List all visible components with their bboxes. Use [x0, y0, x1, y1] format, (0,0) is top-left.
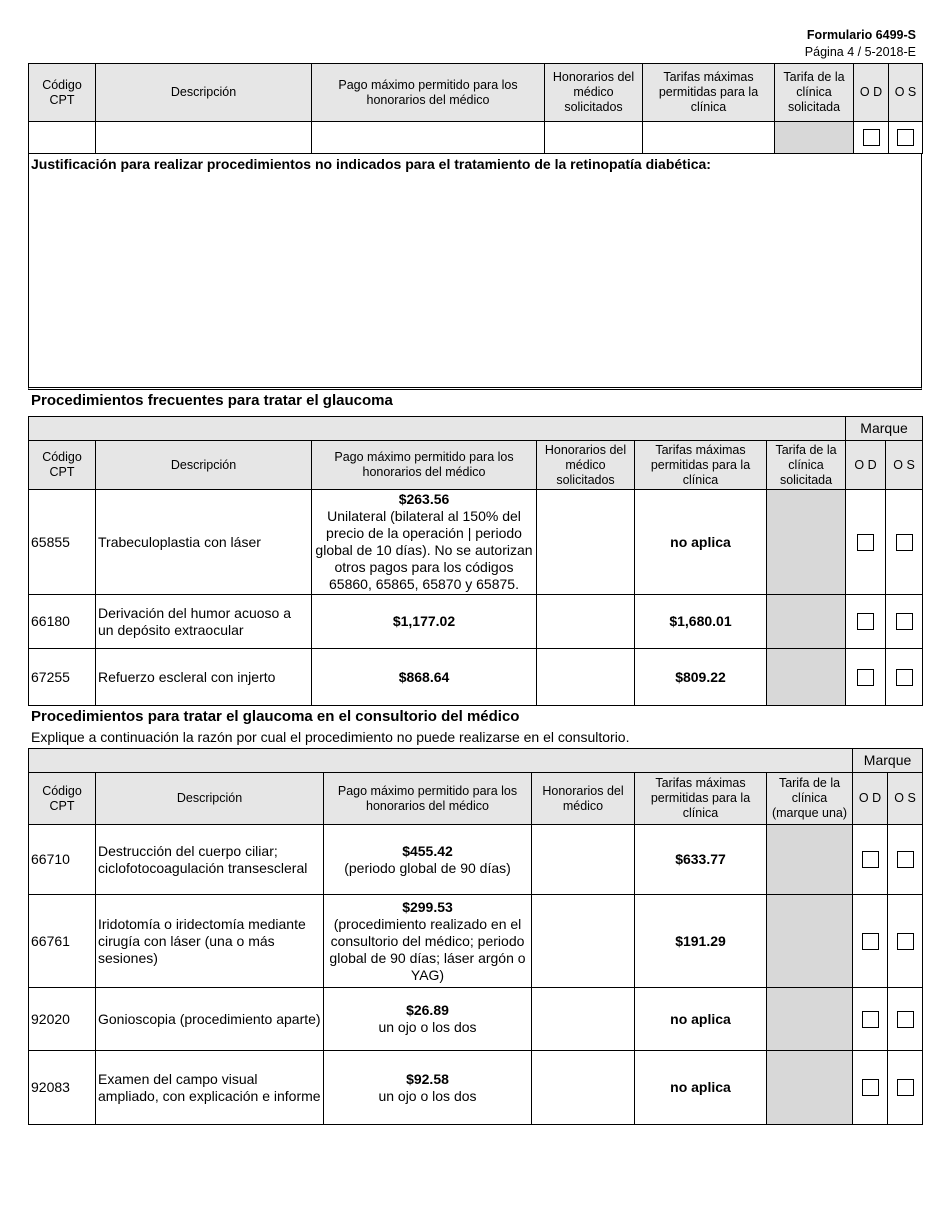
- frequent-glaucoma-title: Procedimientos frecuentes para tratar el glaucoma: [31, 392, 393, 409]
- justification-box[interactable]: [28, 153, 922, 390]
- max-fee-cell: [324, 988, 532, 1051]
- physician-fee-cell[interactable]: [532, 1051, 635, 1125]
- fee-amount: $299.53: [402, 898, 453, 915]
- cpt-code: 66710: [29, 825, 96, 895]
- max-fee-cell: [324, 825, 532, 895]
- os-cell: [889, 122, 923, 154]
- clinic-max-fee: no aplica: [635, 490, 767, 595]
- col-header-cpt: Código CPT: [29, 441, 96, 490]
- office-glaucoma-note: Explique a continuación la razón por cual el procedimiento no puede realizarse en el consultorio.: [31, 729, 630, 745]
- clinic-fee-cell: [767, 825, 853, 895]
- os-cell: [886, 490, 923, 595]
- table-row: [29, 490, 923, 595]
- col-header-od: O D: [854, 64, 889, 122]
- office-glaucoma-table: [28, 748, 923, 1125]
- max-fee-cell: [324, 1051, 532, 1125]
- od-checkbox[interactable]: [857, 669, 874, 686]
- form-number: Formulario 6499-S: [806, 28, 916, 42]
- col-header-od: O D: [846, 441, 886, 490]
- col-header-clinic-max: Tarifas máximas permitidas para la clínica: [635, 773, 767, 825]
- col-header-os: O S: [886, 441, 923, 490]
- cpt-code: 66761: [29, 895, 96, 988]
- od-checkbox[interactable]: [863, 129, 880, 146]
- od-checkbox[interactable]: [862, 851, 879, 868]
- frequent-glaucoma-table: [28, 416, 923, 706]
- os-cell: [888, 895, 923, 988]
- procedure-description: Gonioscopia (procedimiento aparte): [96, 988, 324, 1051]
- col-header-od: O D: [853, 773, 888, 825]
- clinic-max-fee: $809.22: [635, 649, 767, 706]
- fee-note: (periodo global de 90 días): [344, 859, 511, 876]
- max-fee-input-cell[interactable]: [312, 122, 545, 154]
- justification-label: Justificación para realizar procedimientos no indicados para el tratamiento de la retinopatía diabética:: [31, 156, 711, 172]
- marque-spacer: [29, 749, 853, 773]
- col-header-fee-requested: Honorarios del médico solicitados: [545, 64, 643, 122]
- clinic-max-input-cell[interactable]: [643, 122, 775, 154]
- col-header-clinic-requested: Tarifa de la clínica solicitada: [775, 64, 854, 122]
- od-cell: [846, 490, 886, 595]
- physician-fee-cell[interactable]: [532, 825, 635, 895]
- os-checkbox[interactable]: [896, 613, 913, 630]
- os-cell: [888, 988, 923, 1051]
- od-checkbox[interactable]: [857, 613, 874, 630]
- cpt-code: 67255: [29, 649, 96, 706]
- col-header-cpt: Código CPT: [29, 773, 96, 825]
- col-header-description: Descripción: [96, 64, 312, 122]
- clinic-fee-cell: [767, 1051, 853, 1125]
- fee-requested-cell[interactable]: [537, 595, 635, 649]
- os-cell: [886, 649, 923, 706]
- fee-amount: $92.58: [406, 1070, 449, 1087]
- os-checkbox[interactable]: [897, 851, 914, 868]
- marque-spacer: [29, 417, 846, 441]
- table-row: [29, 1051, 923, 1125]
- od-cell: [846, 649, 886, 706]
- cpt-code: 65855: [29, 490, 96, 595]
- od-cell: [853, 825, 888, 895]
- fee-amount: $263.56: [398, 491, 450, 507]
- table-row: [29, 825, 923, 895]
- cpt-code: 92083: [29, 1051, 96, 1125]
- col-header-max-fee: Pago máximo permitido para los honorarios del médico: [312, 64, 545, 122]
- fee-amount: $1,177.02: [312, 595, 537, 649]
- od-checkbox[interactable]: [857, 534, 874, 551]
- col-header-max-fee: Pago máximo permitido para los honorarios del médico: [324, 773, 532, 825]
- os-cell: [888, 825, 923, 895]
- clinic-max-fee: $633.77: [635, 825, 767, 895]
- od-cell: [853, 988, 888, 1051]
- fee-requested-cell[interactable]: [537, 649, 635, 706]
- fee-note: un ojo o los dos: [378, 1019, 477, 1035]
- fee-requested-input-cell[interactable]: [545, 122, 643, 154]
- marque-label: Marque: [853, 749, 923, 773]
- clinic-requested-cell: [767, 649, 846, 706]
- fee-amount: $26.89: [406, 1002, 449, 1018]
- od-cell: [853, 895, 888, 988]
- procedure-description: Iridotomía o iridectomía mediante cirugía con láser (una o más sesiones): [96, 895, 324, 988]
- table-row: [29, 595, 923, 649]
- fee-note: (procedimiento realizado en el consultorio del médico; periodo global de 90 días; láser argón o YAG): [329, 915, 526, 983]
- os-checkbox[interactable]: [896, 669, 913, 686]
- od-cell: [854, 122, 889, 154]
- cpt-input-cell[interactable]: [29, 122, 96, 154]
- od-checkbox[interactable]: [862, 1079, 879, 1096]
- table-row: [29, 649, 923, 706]
- physician-fee-cell[interactable]: [532, 895, 635, 988]
- col-header-fee-requested: Honorarios del médico solicitados: [537, 441, 635, 490]
- od-checkbox[interactable]: [862, 1011, 879, 1028]
- col-header-os: O S: [888, 773, 923, 825]
- os-checkbox[interactable]: [897, 933, 914, 950]
- physician-fee-cell[interactable]: [532, 988, 635, 1051]
- clinic-requested-cell: [767, 595, 846, 649]
- fee-requested-cell[interactable]: [537, 490, 635, 595]
- max-fee-cell: [312, 490, 537, 595]
- col-header-clinic-fee: Tarifa de la clínica (marque una): [767, 773, 853, 825]
- od-cell: [853, 1051, 888, 1125]
- os-checkbox[interactable]: [897, 129, 914, 146]
- os-checkbox[interactable]: [897, 1079, 914, 1096]
- fee-note: un ojo o los dos: [378, 1087, 477, 1104]
- col-header-description: Descripción: [96, 441, 312, 490]
- clinic-fee-cell: [767, 988, 853, 1051]
- col-header-max-fee: Pago máximo permitido para los honorarios del médico: [312, 441, 537, 490]
- procedure-description: Examen del campo visual ampliado, con explicación e informe: [96, 1051, 324, 1125]
- description-input-cell[interactable]: [96, 122, 312, 154]
- procedure-description: Derivación del humor acuoso a un depósito extraocular: [96, 595, 312, 649]
- clinic-max-fee: $1,680.01: [635, 595, 767, 649]
- col-header-cpt: Código CPT: [29, 64, 96, 122]
- os-checkbox[interactable]: [896, 534, 913, 551]
- fee-note: Unilateral (bilateral al 150% del precio de la operación | periodo global de 10 días). No se autorizan otros pagos para los códigos 65860, 65865, 65870 y 65875.: [315, 508, 533, 592]
- cpt-code: 66180: [29, 595, 96, 649]
- od-checkbox[interactable]: [862, 933, 879, 950]
- max-fee-cell: [324, 895, 532, 988]
- fee-amount: $455.42: [402, 842, 453, 859]
- fee-amount: $868.64: [312, 649, 537, 706]
- os-checkbox[interactable]: [897, 1011, 914, 1028]
- page-info: Página 4 / 5-2018-E: [804, 45, 916, 59]
- clinic-requested-cell: [767, 490, 846, 595]
- os-cell: [888, 1051, 923, 1125]
- cpt-code: 92020: [29, 988, 96, 1051]
- clinic-requested-cell: [775, 122, 854, 154]
- marque-label: Marque: [846, 417, 923, 441]
- col-header-physician-fee: Honorarios del médico: [532, 773, 635, 825]
- col-header-os: O S: [889, 64, 923, 122]
- office-glaucoma-title: Procedimientos para tratar el glaucoma en el consultorio del médico: [31, 708, 520, 725]
- procedure-description: Trabeculoplastia con láser: [96, 490, 312, 595]
- clinic-fee-cell: [767, 895, 853, 988]
- clinic-max-fee: no aplica: [635, 1051, 767, 1125]
- col-header-clinic-max: Tarifas máximas permitidas para la clínica: [643, 64, 775, 122]
- procedure-description: Refuerzo escleral con injerto: [96, 649, 312, 706]
- col-header-clinic-requested: Tarifa de la clínica solicitada: [767, 441, 846, 490]
- table-row: [29, 895, 923, 988]
- col-header-clinic-max: Tarifas máximas permitidas para la clínica: [635, 441, 767, 490]
- procedure-description: Destrucción del cuerpo ciliar; ciclofotocoagulación transescleral: [96, 825, 324, 895]
- table-row: [29, 988, 923, 1051]
- top-entry-table: [28, 63, 923, 154]
- os-cell: [886, 595, 923, 649]
- clinic-max-fee: no aplica: [635, 988, 767, 1051]
- clinic-max-fee: $191.29: [635, 895, 767, 988]
- od-cell: [846, 595, 886, 649]
- col-header-description: Descripción: [96, 773, 324, 825]
